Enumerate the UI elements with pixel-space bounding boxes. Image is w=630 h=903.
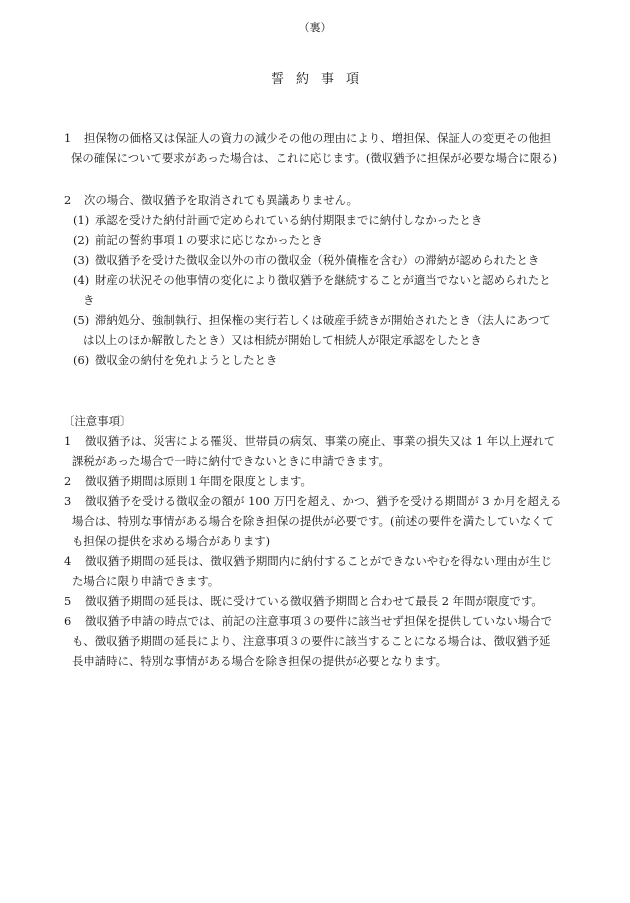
- pledge-line: [0, 128, 630, 148]
- condition-text: 徴収猶予を受けた徴収金以外の市の徴収金（税外債権を含む）の滞納が認められたとき: [95, 253, 540, 267]
- note-number: 2: [64, 474, 72, 488]
- condition-number: (3): [73, 253, 90, 267]
- note-text: 徴収猶予期間は原則１年間を限度とします。: [85, 474, 312, 488]
- note-number: 1: [64, 434, 72, 448]
- pledge-number: 2: [64, 193, 72, 207]
- condition-item-3: [0, 250, 630, 270]
- condition-item-4: [0, 270, 630, 290]
- pledge-text: 次の場合、徴収猶予を取消されても異議ありません。: [84, 193, 359, 207]
- notes-section: [0, 411, 630, 671]
- condition-text-continued: は以上のほか解散したとき）又は相続が開始して相続人が限定承認をしたとき: [83, 333, 482, 347]
- note-text: 徴収猶予期間の延長は、既に受けている徴収猶予期間と合わせて最長 2 年間が限度です。: [85, 594, 543, 608]
- note-item-2: [0, 471, 630, 491]
- pledge-item-1: [0, 128, 630, 168]
- note-number: 6: [64, 614, 72, 628]
- condition-text: 徴収金の納付を免れようとしたとき: [95, 353, 278, 367]
- condition-item-2: [0, 230, 630, 250]
- pledge-line: [0, 190, 630, 210]
- note-text-continued: 長申請時に、特別な事情がある場合を除き担保の提供が必要となります。: [72, 654, 447, 668]
- note-item-6: [0, 611, 630, 631]
- condition-number: (5): [73, 313, 90, 327]
- note-item-1: [0, 431, 630, 451]
- note-item-5: [0, 591, 630, 611]
- condition-text: 滞納処分、強制執行、担保権の実行若しくは破産手続きが開始されたとき（法人にあつて: [95, 313, 551, 327]
- note-text-continued: も担保の提供を求める場合があります): [72, 534, 271, 548]
- condition-text: 前記の誓約事項１の要求に応じなかったとき: [95, 233, 323, 247]
- notes-heading: 〔注意事項〕: [63, 414, 132, 428]
- note-number: 3: [64, 494, 72, 508]
- note-text: 徴収猶予は、災害による罹災、世帯員の病気、事業の廃止、事業の損失又は 1 年以上遅れて: [85, 434, 556, 448]
- note-number: 5: [64, 594, 72, 608]
- note-item-3: [0, 491, 630, 511]
- condition-item-1: [0, 210, 630, 230]
- condition-number: (6): [73, 353, 90, 367]
- note-text-continued: 課税があった場合で一時に納付できないときに申請できます。: [72, 454, 390, 468]
- note-text: 徴収猶予期間の延長は、徴収猶予期間内に納付することができないやむを得ない理由が生じ: [85, 554, 553, 568]
- note-text: 徴収猶予を受ける徴収金の額が 100 万円を超え、かつ、猶予を受ける期間が 3 か月を超える: [85, 494, 562, 508]
- note-number: 4: [64, 554, 72, 568]
- note-item-4: [0, 551, 630, 571]
- note-text-continued: 場合は、特別な事情がある場合を除き担保の提供が必要です。(前述の要件を満たしていなくて: [72, 514, 554, 528]
- page-title: 誓約事項: [270, 72, 371, 87]
- pledge-number: 1: [64, 131, 72, 145]
- condition-number: (4): [73, 273, 90, 287]
- pledge-text: 担保物の価格又は保証人の資力の減少その他の理由により、増担保、保証人の変更その他担: [84, 131, 552, 145]
- page-side-label: （裏）: [298, 21, 332, 34]
- condition-number: (2): [73, 233, 90, 247]
- condition-text: 財産の状況その他事情の変化により徴収猶予を継続することが適当でないと認められたと: [95, 273, 551, 287]
- condition-text: 承認を受けた納付計画で定められている納付期限までに納付しなかったとき: [95, 213, 483, 227]
- pledge-line-continued: 保の確保について要求があった場合は、これに応じます。(徴収猶予に担保が必要な場合に限る): [71, 151, 558, 165]
- condition-item-5: [0, 310, 630, 330]
- condition-item-6: [0, 350, 630, 370]
- note-text: 徴収猶予申請の時点では、前記の注意事項３の要件に該当せず担保を提供していない場合で: [85, 614, 553, 628]
- pledge-item-2: [0, 190, 630, 370]
- condition-number: (1): [73, 213, 90, 227]
- note-text-continued: た場合に限り申請できます。: [72, 574, 220, 588]
- condition-text-continued: き: [83, 293, 95, 307]
- note-text-continued: も、徴収猶予期間の延長により、注意事項３の要件に該当することになる場合は、徴収猶予延: [72, 634, 551, 648]
